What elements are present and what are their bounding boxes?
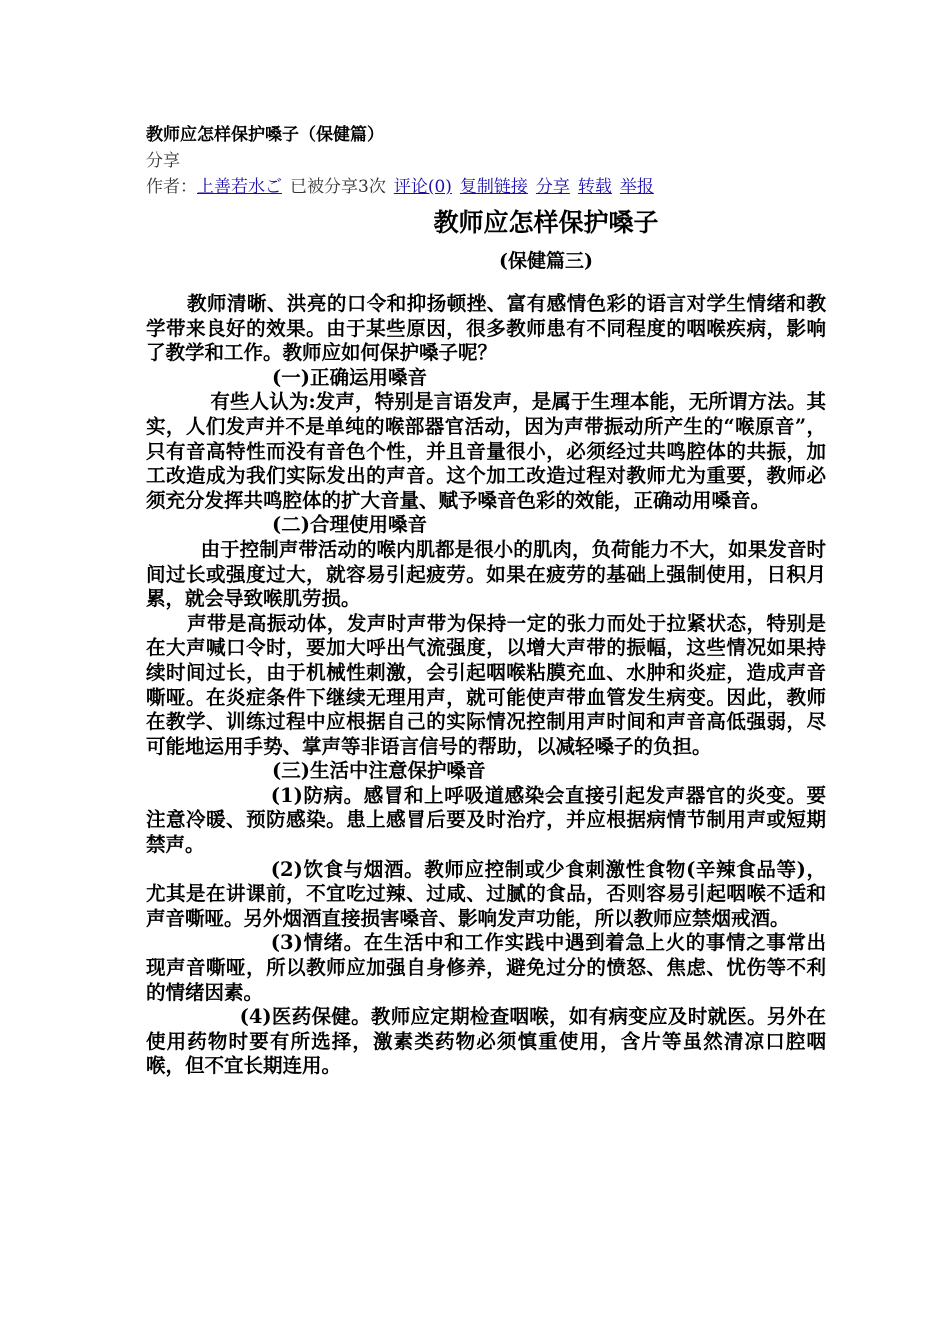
author-link[interactable]: 上善若水ご <box>197 177 282 197</box>
section-heading-2: (二)合理使用嗓音 <box>272 513 427 537</box>
article-body <box>146 292 826 1079</box>
item-4-paragraph: (4)医药保健。教师应定期检查咽喉，如有病变应及时就医。另外在使用药物时要有所选择，激素类药物必须慎重使用，含片等虽然清凉口腔咽喉，但不宜长期连用。 <box>146 1005 826 1078</box>
item-1-paragraph: (1)防病。感冒和上呼吸道感染会直接引起发声器官的炎变。要注意冷暖、预防感染。患上感冒后要及时治疗，并应根据病情节制用声或短期禁声。 <box>146 783 826 857</box>
report-link[interactable]: 举报 <box>619 177 654 197</box>
article-subtitle: (保健篇三) <box>499 250 593 272</box>
section-heading-3: (三)生活中注意保护嗓音 <box>272 759 486 783</box>
post-title: 教师应怎样保护嗓子（保健篇） <box>146 125 384 145</box>
section-heading-1: (一)正确运用嗓音 <box>272 365 427 389</box>
item-2-paragraph: (2)饮食与烟酒。教师应控制或少食刺激性食物(辛辣食品等)，尤其是在讲课前，不宜吃过辣、过咸、过腻的食品，否则容易引起咽喉不适和声音嘶哑。另外烟酒直接损害嗓音、影响发声功能，所以教师应禁烟戒酒。 <box>146 857 826 930</box>
post-meta-bar <box>146 174 826 200</box>
item-3-paragraph: (3)情绪。在生活中和工作实践中遇到着急上火的事情之事常出现声音嘶哑，所以教师应加强自身修养，避免过分的愤怒、焦虑、忧伤等不利的情绪因素。 <box>146 931 826 1004</box>
comment-link[interactable]: 评论(0) <box>393 177 452 197</box>
repost-link[interactable]: 转载 <box>577 177 612 197</box>
share-label: 分享 <box>146 151 180 171</box>
section2-paragraph-2: 声带是高振动体，发声时声带为保持一定的张力而处于拉紧状态，特别是在大声喊口令时，要加大呼出气流强度，以增大声带的振幅，这些情况如果持续时间过长，由于机械性刺激，会引起咽喉粘膜充血、水肿和炎症，造成声音嘶哑。在炎症条件下继续无理用声，就可能使声带血管发生病变。因此，教师在教学、训练过程中应根据自己的实际情况控制用声时间和声音高低强弱，尽可能地运用手势、掌声等非语言信号的帮助，以减轻嗓子的负担。 <box>146 611 826 758</box>
author-prefix: 作者： <box>146 177 197 197</box>
share-count: 已被分享3次 <box>290 177 386 197</box>
document-page <box>146 122 826 1079</box>
article-title: 教师应怎样保护嗓子 <box>433 208 659 237</box>
section1-paragraph: 有些人认为:发声，特别是言语发声，是属于生理本能，无所谓方法。其实，人们发声并不是单纯的喉部器官活动，因为声带振动所产生的“喉原音”，只有音高特性而没有音色个性，并且音量很小，必须经过共鸣腔体的共振，加工改造成为我们实际发出的声音。这个加工改造过程对教师尤为重要，教师必须充分发挥共鸣腔体的扩大音量、赋予嗓音色彩的效能，正确动用嗓音。 <box>146 390 826 512</box>
copy-link-link[interactable]: 复制链接 <box>459 177 528 197</box>
share-link[interactable]: 分享 <box>535 177 570 197</box>
section2-paragraph-1: 由于控制声带活动的喉内肌都是很小的肌肉，负荷能力不大，如果发音时间过长或强度过大，就容易引起疲劳。如果在疲劳的基础上强制使用，日积月累，就会导致喉肌劳损。 <box>146 537 826 611</box>
intro-paragraph: 教师清晰、洪亮的口令和抑扬顿挫、富有感情色彩的语言对学生情绪和教学带来良好的效果。由于某些原因，很多教师患有不同程度的咽喉疾病，影响了教学和工作。教师应如何保护嗓子呢？ <box>146 292 826 365</box>
